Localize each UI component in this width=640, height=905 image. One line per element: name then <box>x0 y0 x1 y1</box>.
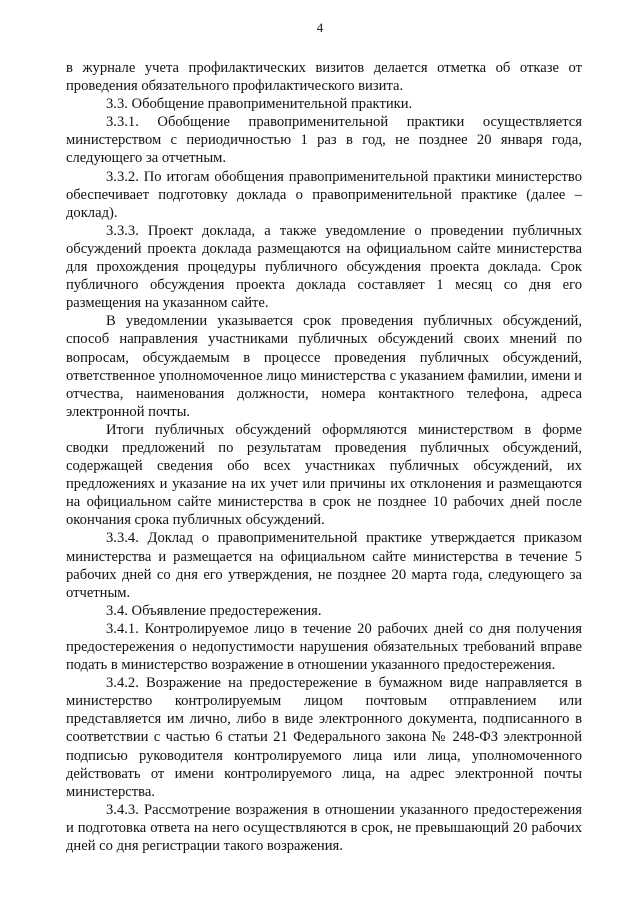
paragraph-3-3-3: 3.3.3. Проект доклада, а также уведомление о проведении публичных обсуждений проекта доклада размещаются на официальном сайте министерства для прохождения процедуры публичного обсуждения проекта доклада. Срок публичного обсуждения проекта доклада составляет 1 месяц со дня его размещения на указанном сайте. <box>66 222 582 312</box>
section-heading-3-3: 3.3. Обобщение правоприменительной практики. <box>106 96 413 113</box>
paragraph-continuation: в журнале учета профилактических визитов делается отметка об отказе от проведения обязательного профилактического визита. <box>66 60 582 95</box>
paragraph-3-4-3: 3.4.3. Рассмотрение возражения в отношении указанного предостережения и подготовка ответа на него осуществляются в срок, не превышающий 20 рабочих дней со дня регистрации такого возражения. <box>66 801 582 855</box>
paragraph-3-4-2: 3.4.2. Возражение на предостережение в бумажном виде направляется в министерство контролируемым лицом почтовым отправлением или представляется им лично, либо в виде электронного документа, подписанного в соответствии с частью 6 статьи 21 Федерального закона № 248-ФЗ электронной подписью руководителя контролируемого лица или лица, уполномоченного действовать от имени контролируемого лица, на адрес электронной почты министерства. <box>66 675 582 800</box>
paragraph-results: Итоги публичных обсуждений оформляются министерством в форме сводки предложений по результатам проведения публичных обсуждений, содержащей сведения обо всех участниках публичных обсуждений, их предложениях и указание на их учет или причины их отклонения и размещаются на официальном сайте министерства в срок не позднее 10 рабочих дней после окончания срока публичных обсуждений. <box>66 421 582 529</box>
paragraph-notification: В уведомлении указывается срок проведения публичных обсуждений, способ направления участниками публичных обсуждений своих мнений по вопросам, обсуждаемым в процессе проведения публичных обсуждений, ответственное уполномоченное лицо министерства с указанием фамилии, имени и отчества, наименования должности, номера контактного телефона, адреса электронной почты. <box>66 313 582 420</box>
page-number: 4 <box>316 20 324 35</box>
document-body <box>66 59 582 855</box>
paragraph-3-3-4: 3.3.4. Доклад о правоприменительной практике утверждается приказом министерства и размещается на официальном сайте министерства в течение 5 рабочих дней со дня его утверждения, не позднее 20 марта года, следующего за отчетным. <box>66 530 582 601</box>
section-heading-3-4: 3.4. Объявление предостережения. <box>106 602 322 619</box>
paragraph-3-3-2: 3.3.2. По итогам обобщения правоприменительной практики министерство обеспечивает подготовку доклада о правоприменительной практике (далее – доклад). <box>66 168 582 221</box>
paragraph-3-3-1: 3.3.1. Обобщение правоприменительной практики осуществляется министерством с периодичностью 1 раз в год, не позднее 20 января года, следующего за отчетным. <box>66 114 582 167</box>
paragraph-3-4-1: 3.4.1. Контролируемое лицо в течение 20 рабочих дней со дня получения предостережения о недопустимости нарушения обязательных требований вправе подать в министерство возражение в отношении указанного предостережения. <box>66 620 582 674</box>
